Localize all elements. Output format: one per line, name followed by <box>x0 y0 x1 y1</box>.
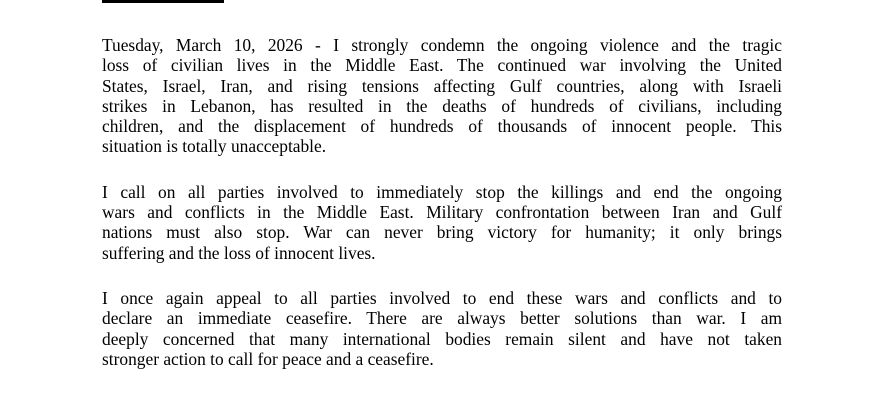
paragraph-line: loss of civilian lives in the Middle East. The continued war involving the United <box>102 55 782 76</box>
paragraph-line: States, Israel, Iran, and rising tensions affecting Gulf countries, along with Israeli <box>102 75 782 96</box>
paragraph-2 <box>102 182 782 263</box>
paragraph-line: children, and the displacement of hundreds of thousands of innocent people. This <box>102 116 782 137</box>
paragraph-line: wars and conflicts in the Middle East. Military confrontation between Iran and Gulf <box>102 202 782 223</box>
paragraph-line: Tuesday, March 10, 2026 - I strongly condemn the ongoing violence and the tragic <box>102 35 782 55</box>
header-rule <box>102 0 224 3</box>
paragraph-line: declare an immediate ceasefire. There are always better solutions than war. I am <box>102 308 782 329</box>
paragraph-1 <box>102 35 782 157</box>
document-body <box>102 35 782 394</box>
paragraph-line: stronger action to call for peace and a ceasefire. <box>102 348 434 369</box>
paragraph-line: suffering and the loss of innocent lives. <box>102 242 376 263</box>
paragraph-line: nations must also stop. War can never bring victory for humanity; it only brings <box>102 222 782 243</box>
paragraph-line: I once again appeal to all parties involved to end these wars and conflicts and to <box>102 287 782 308</box>
paragraph-line: deeply concerned that many international bodies remain silent and have not taken <box>102 328 782 349</box>
paragraph-line: situation is totally unacceptable. <box>102 136 327 157</box>
paragraph-3 <box>102 288 782 369</box>
paragraph-line: strikes in Lebanon, has resulted in the deaths of hundreds of civilians, including <box>102 95 782 116</box>
paragraph-line: I call on all parties involved to immediately stop the killings and end the ongoing <box>102 181 782 202</box>
